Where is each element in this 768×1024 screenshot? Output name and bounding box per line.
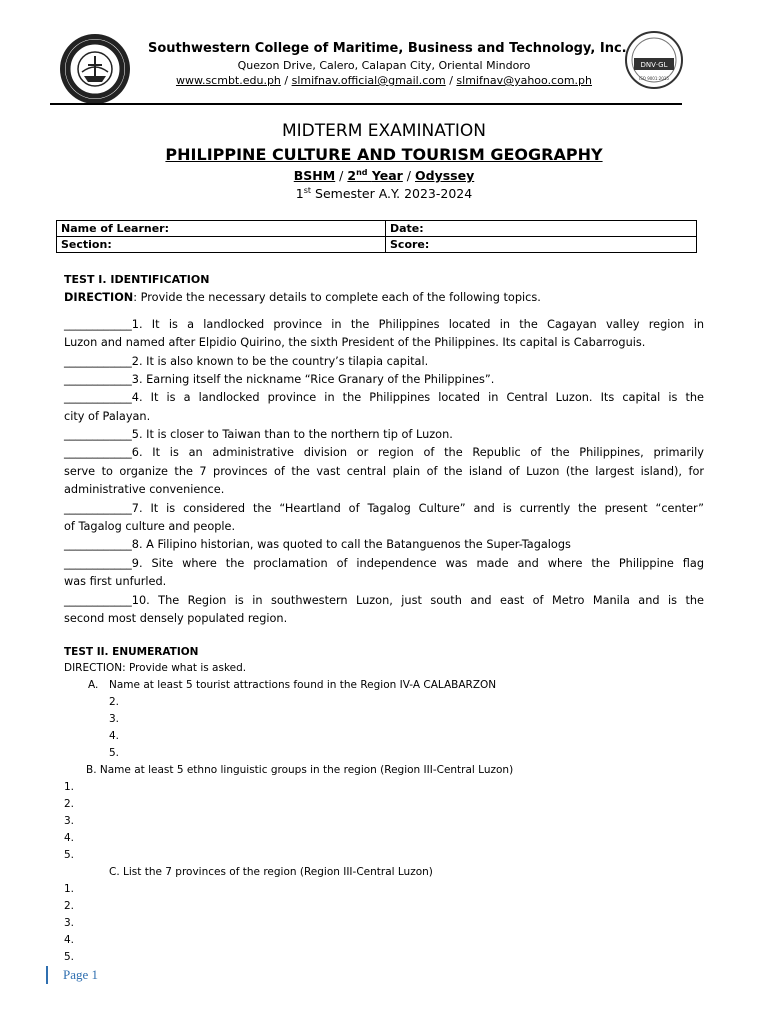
test2-heading: TEST II. ENUMERATION <box>64 646 199 658</box>
test1-line: ____________7. It is considered the “Heartland of Tagalog Culture” and is currently the present “center” <box>64 502 704 515</box>
test1-line: ____________6. It is an administrative division or region of the Republic of the Philippines, primarily <box>64 446 704 459</box>
test1-line: was first unfurled. <box>64 575 167 588</box>
test2-b-item: 4. <box>64 832 75 844</box>
subject-title: PHILIPPINE CULTURE AND TOURISM GEOGRAPHY <box>165 145 603 164</box>
test2-a-item: 2. <box>109 696 120 708</box>
test2-b-item: 3. <box>64 815 75 827</box>
test2-a-item: 3. <box>109 713 120 725</box>
test1-line: administrative convenience. <box>64 483 225 496</box>
learner-info-table <box>56 220 697 253</box>
test1-line: ____________2. It is also known to be the country’s tilapia capital. <box>64 355 429 368</box>
test1-line: second most densely populated region. <box>64 612 288 625</box>
program-name: BSHM <box>293 168 336 183</box>
test1-line: of Tagalog culture and people. <box>64 520 236 533</box>
test2-c-item: 3. <box>64 917 75 929</box>
test1-line: ____________5. It is closer to Taiwan than to the northern tip of Luzon. <box>64 428 453 441</box>
test2-c-item: 2. <box>64 900 75 912</box>
date-cell[interactable]: Date: <box>386 221 697 237</box>
test2-a-item: 4. <box>109 730 120 742</box>
score-cell[interactable]: Score: <box>386 237 697 253</box>
test1-line: city of Palayan. <box>64 410 151 423</box>
year-level: 2nd Year <box>347 167 403 183</box>
school-address: Quezon Drive, Calero, Calapan City, Oriental Mindoro <box>237 59 531 72</box>
page-number-bar <box>46 966 48 984</box>
test1-line: ____________1. It is a landlocked province in the Philippines located in the Cagayan valley region in <box>64 318 704 331</box>
test2-a-question: Name at least 5 tourist attractions found in the Region IV-A CALABARZON <box>109 679 497 691</box>
test2-b-item: 5. <box>64 849 75 861</box>
test1-heading: TEST I. IDENTIFICATION <box>64 273 210 286</box>
certification-badge-logo <box>624 26 684 100</box>
exam-title: MIDTERM EXAMINATION <box>282 121 486 141</box>
cert-sublabel: ISO 9001:2015 <box>639 76 669 81</box>
test2-c-question: C. List the 7 provinces of the region (Region III-Central Luzon) <box>109 866 433 878</box>
test2-b-question: B. Name at least 5 ethno linguistic groups in the region (Region III-Central Luzon) <box>86 764 514 776</box>
semester-line: 1st Semester A.Y. 2023-2024 <box>295 185 473 201</box>
program-line: BSHM / 2nd Year / Odyssey <box>293 167 475 183</box>
test2-c-item: 1. <box>64 883 75 895</box>
test1-line: ____________4. It is a landlocked province in the Philippines located in Central Luzon. Its capital is the <box>64 391 704 404</box>
website-link[interactable]: www.scmbt.edu.ph <box>175 74 281 87</box>
cert-label: DNV·GL <box>640 61 668 69</box>
test2-b-item: 1. <box>64 781 75 793</box>
test2-c-item: 4. <box>64 934 75 946</box>
test1-direction: DIRECTION: Provide the necessary details to complete each of the following topics. <box>64 291 541 304</box>
test2-c-item: 5. <box>64 951 75 963</box>
email-link-gmail[interactable]: slmifnav.official@gmail.com <box>291 74 446 87</box>
test2-direction: DIRECTION: Provide what is asked. <box>64 662 247 674</box>
section-cell[interactable]: Section: <box>57 237 386 253</box>
test1-line: ____________3. Earning itself the nickname “Rice Granary of the Philippines”. <box>64 373 495 386</box>
school-contact-links: www.scmbt.edu.ph / slmifnav.official@gmail.com / slmifnav@yahoo.com.ph <box>175 74 593 87</box>
name-of-learner-cell[interactable]: Name of Learner: <box>57 221 386 237</box>
test1-line: ____________9. Site where the proclamation of independence was made and where the Philippine flag <box>64 557 704 570</box>
test2-a-marker: A. <box>88 679 99 691</box>
email-link-yahoo[interactable]: slmifnav@yahoo.com.ph <box>456 74 593 87</box>
test1-line: Luzon and named after Elpidio Quirino, the sixth President of the Philippines. Its capital is Cabarroguis. <box>64 336 646 349</box>
test1-line: ____________8. A Filipino historian, was quoted to call the Batanguenos the Super-Tagalogs <box>64 538 571 551</box>
section-name: Odyssey <box>415 168 475 183</box>
test1-line: ____________10. The Region is in southwestern Luzon, just south and east of Metro Manila and is the <box>64 594 704 607</box>
test2-a-item: 5. <box>109 747 120 759</box>
school-name: Southwestern College of Maritime, Business and Technology, Inc. <box>148 41 627 56</box>
header-divider <box>50 103 682 105</box>
test1-line: serve to organize the 7 provinces of the vast central plain of the island of Luzon (the largest island), for <box>64 465 704 478</box>
test2-b-item: 2. <box>64 798 75 810</box>
page-number: Page 1 <box>63 967 99 982</box>
